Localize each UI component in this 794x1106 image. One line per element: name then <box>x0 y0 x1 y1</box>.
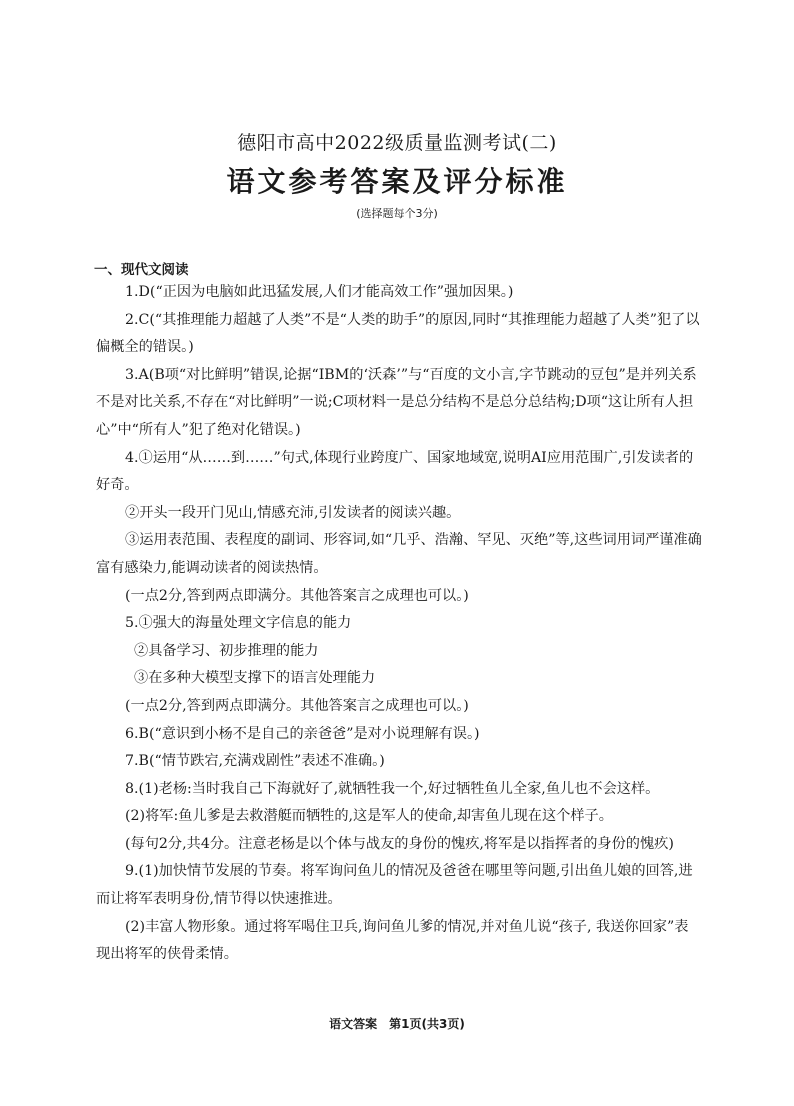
answer-3: 3.A(B项“对比鲜明”错误,论据“IBM的‘沃森’”与“百度的文小言,字节跳动的豆包”是并列关系不是对比关系,不存在“对比鲜明”一说;C项材料一是总分结构不是总分总结构;D项“这让所有人担心”中“所有人”犯了绝对化错误。) <box>96 366 697 438</box>
answer-5-point-2: ②具备学习、初步推理的能力 <box>134 642 319 659</box>
scoring-note: (选择题每个3分) <box>356 207 438 220</box>
document-title: 语文参考答案及评分标准 <box>226 165 568 198</box>
answer-5-point-3: ③在多种大模型支撑下的语言处理能力 <box>134 670 376 687</box>
answer-5-scoring: (一点2分,答到两点即满分。其他答案言之成理也可以。) <box>125 697 469 714</box>
section-heading: 一、现代文阅读 <box>94 262 189 278</box>
answer-7: 7.B(“情节跌宕,充满戏剧性”表述不准确。) <box>125 753 385 770</box>
answer-8-part-2: (2)将军:鱼儿爹是去救潜艇而牺牲的,这是军人的使命,却害鱼儿现在这个样子。 <box>125 808 613 825</box>
exam-title: 德阳市高中2022级质量监测考试(二) <box>237 132 557 154</box>
answer-8-part-1: 8.(1)老杨:当时我自己下海就好了,就牺牲我一个,好过牺牲鱼儿全家,鱼儿也不会这样。 <box>125 780 660 797</box>
answer-4-point-3: ③运用表范围、表程度的副词、形容词,如“几乎、浩瀚、罕见、灭绝”等,这些词用词严谨准确富有感染力,能调动读者的阅读热情。 <box>96 532 702 576</box>
answer-4-scoring: (一点2分,答到两点即满分。其他答案言之成理也可以。) <box>125 587 469 604</box>
answer-body <box>96 279 702 969</box>
answer-5-point-1: 5.①强大的海量处理文字信息的能力 <box>125 615 352 632</box>
answer-1: 1.D(“正因为电脑如此迅猛发展,人们才能高效工作”强加因果。) <box>125 284 514 300</box>
answer-8-scoring: (每句2分,共4分。注意老杨是以个体与战友的身份的愧疚,将军是以指挥者的身份的愧疚) <box>125 835 674 852</box>
answer-4-point-2: ②开头一段开门见山,情感充沛,引发读者的阅读兴趣。 <box>125 504 461 521</box>
answer-9-part-1: 9.(1)加快情节发展的节奏。将军询问鱼儿的情况及爸爸在哪里等问题,引出鱼儿娘的回答,进而让将军表明身份,情节得以快速推进。 <box>96 863 693 908</box>
answer-9-part-2: (2)丰富人物形象。通过将军喝住卫兵,询问鱼儿爹的情况,并对鱼儿说“孩子, 我送你回家”表现出将军的侠骨柔情。 <box>96 918 689 963</box>
answer-4-point-1: 4.①运用“从……到……”句式,体现行业跨度广、国家地域宽,说明AI应用范围广,引发读者的好奇。 <box>96 449 694 494</box>
answer-6: 6.B(“意识到小杨不是自己的亲爸爸”是对小说理解有误。) <box>125 725 480 742</box>
answer-2: 2.C(“其推理能力超越了人类”不是“人类的助手”的原因,同时“其推理能力超越了人类”犯了以偏概全的错误。) <box>96 311 700 356</box>
page-footer: 语文答案 第1页(共3页) <box>329 1017 465 1031</box>
